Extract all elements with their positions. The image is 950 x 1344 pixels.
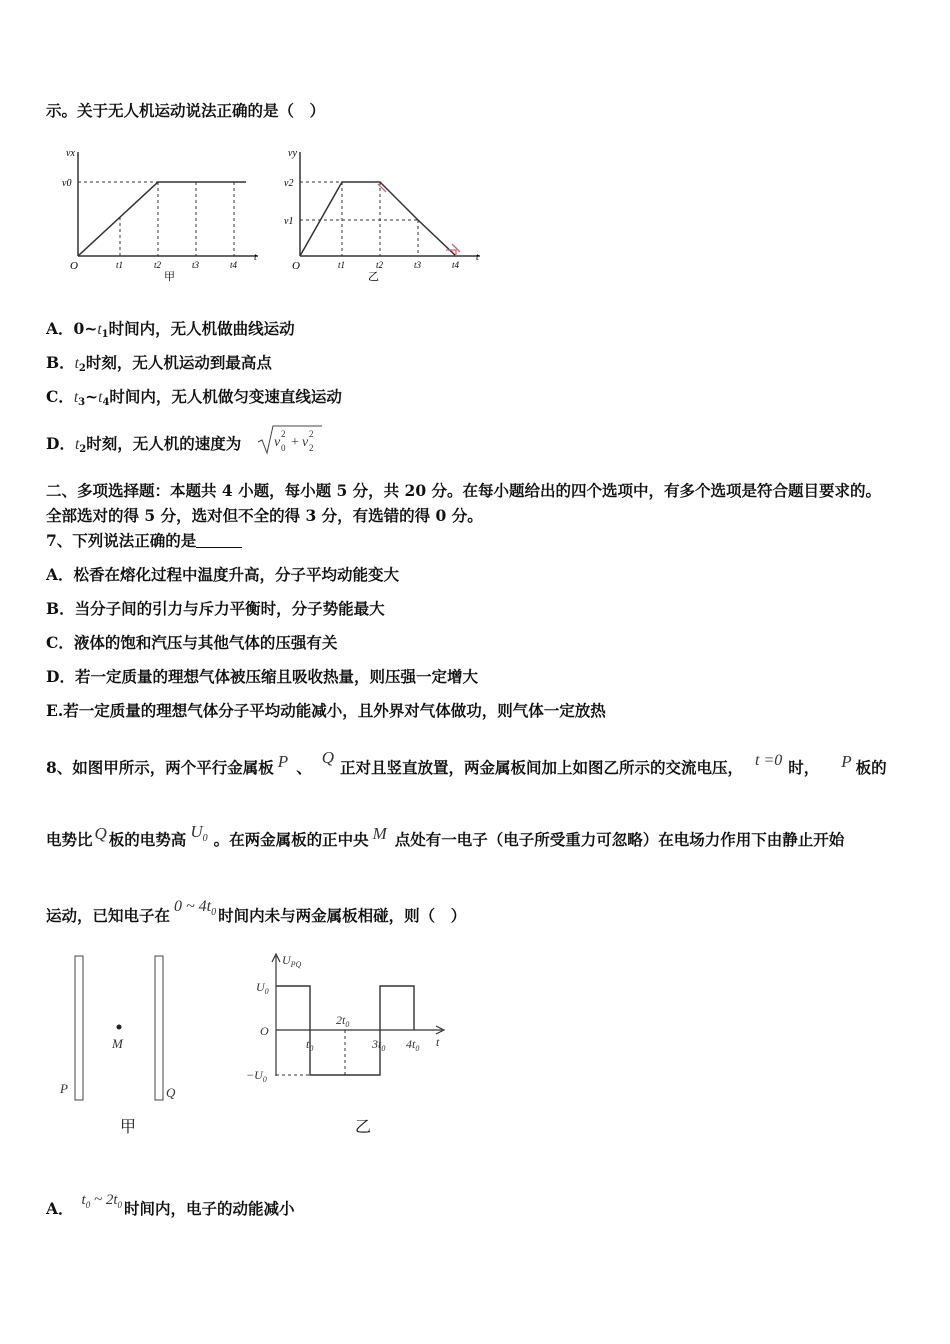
svg-text:v: v [274, 435, 281, 450]
yi-origin-label: O [260, 1024, 269, 1038]
jia-P-label: P [60, 1081, 68, 1096]
section2-line1: 二、多项选择题：本题共 4 小题，每小题 5 分，共 20 分。在每小题给出的四个选项中，有多个选项是符合题目要求的。 [46, 481, 882, 500]
q6-stem-tail: 示。关于无人机运动说法正确的是（ ） [46, 101, 326, 120]
yi-tick-t0: $t_0$ [306, 1037, 314, 1053]
q8-yi-caption: 乙 [355, 1117, 372, 1136]
q6-option-d: D．$t_2$时刻，无人机的速度为 [46, 434, 242, 455]
q8-figure-yi [240, 948, 460, 1144]
yi-tick-t4: t4 [452, 260, 460, 270]
yi-tick-4t0: $4t_0$ [406, 1037, 420, 1053]
section2-line2: 全部选对的得 5 分，选对但不全的得 3 分，有选错的得 0 分。 [46, 506, 483, 525]
jia-tick-t4: t4 [230, 260, 238, 270]
q6-option-c: C．$t_3\sim t_4$时间内，无人机做匀变速直线运动 [46, 387, 342, 408]
q8-stem-line1: 8、如图甲所示，两个平行金属板 P 、Q正对且竖直放置，两金属板间加上如图乙所示的交流电压， t =0 时， P 板的 [46, 748, 887, 777]
sqrt-v0-v2-formula [256, 422, 324, 456]
yi-tick-3t0: $3t_0$ [372, 1037, 386, 1053]
yi-U-axis-label: $U_{PQ}$ [282, 953, 302, 969]
jia-vx-label: vx [66, 148, 75, 159]
yi-tick-t3: t3 [414, 260, 422, 270]
q8-stem-line2: 电势比 Q 板的电势高 $U^0$ 。在两金属板的正中央 M 点处有一电子（电子所受重力可忽略）在电场力作用下由静止开始 [46, 822, 845, 849]
q6-option-b: B．$t_2$时刻，无人机运动到最高点 [46, 353, 272, 374]
q7-option-a: A．松香在熔化过程中温度升高，分子平均动能变大 [46, 565, 400, 584]
yi-v1-label: v1 [284, 216, 294, 227]
yi-vy-label: vy [288, 148, 297, 159]
q8-figure-jia [56, 952, 206, 1142]
jia-tick-t2: t2 [154, 260, 162, 270]
q6-option-a: A．$0\sim t_1$时间内，无人机做曲线运动 [46, 319, 295, 340]
yi-t-label: t [476, 252, 479, 263]
yi-negU0-label: $-U_0$ [246, 1068, 267, 1084]
svg-text:2: 2 [309, 443, 314, 453]
jia-Q-label: Q [166, 1085, 176, 1100]
yi-U0-label: $U_0$ [256, 980, 269, 996]
svg-text:2: 2 [281, 429, 286, 439]
jia-M-label: M [112, 1036, 123, 1051]
yi-origin: O [292, 260, 300, 272]
svg-text:2: 2 [309, 429, 314, 439]
jia-v0-label: v0 [62, 178, 72, 189]
q7-option-b: B．当分子间的引力与斥力平衡时，分子势能最大 [46, 599, 385, 618]
q6-figure-jia [60, 144, 270, 284]
q8-option-a: A． $t^0$ ~ $2t^0$ 时间内，电子的动能减小 [46, 1192, 295, 1218]
jia-t-label: t [254, 252, 257, 263]
q7-option-c: C．液体的饱和汽压与其他气体的压强有关 [46, 633, 338, 652]
q8-jia-caption: 甲 [120, 1117, 137, 1136]
jia-tick-t1: t1 [116, 260, 124, 270]
svg-text:v: v [302, 435, 309, 450]
yi-v2-label: v2 [284, 178, 294, 189]
answer-blank[interactable] [196, 533, 242, 548]
jia-tick-t3: t3 [192, 260, 200, 270]
q6-figure-yi [282, 144, 492, 284]
jia-caption: 甲 [164, 271, 175, 283]
q7-option-e: E.若一定质量的理想气体分子平均动能减小，且外界对气体做功，则气体一定放热 [46, 701, 606, 720]
yi-tick-t1: t1 [338, 260, 346, 270]
yi-tick-t2: t2 [376, 260, 384, 270]
svg-text:+: + [291, 435, 299, 450]
yi-caption: 乙 [368, 271, 379, 283]
yi-tick-2t0: $2t_0$ [336, 1013, 350, 1029]
svg-text:0: 0 [281, 443, 286, 453]
yi-t-axis-label: t [436, 1035, 440, 1049]
q7-stem: 7、下列说法正确的是 [46, 531, 242, 551]
q8-stem-line3: 运动，已知电子在 0 ~ $4t^0$ 时间内未与两金属板相碰，则（ ） [46, 898, 467, 925]
q7-option-d: D．若一定质量的理想气体被压缩且吸收热量，则压强一定增大 [46, 667, 478, 686]
jia-origin: O [70, 260, 78, 272]
